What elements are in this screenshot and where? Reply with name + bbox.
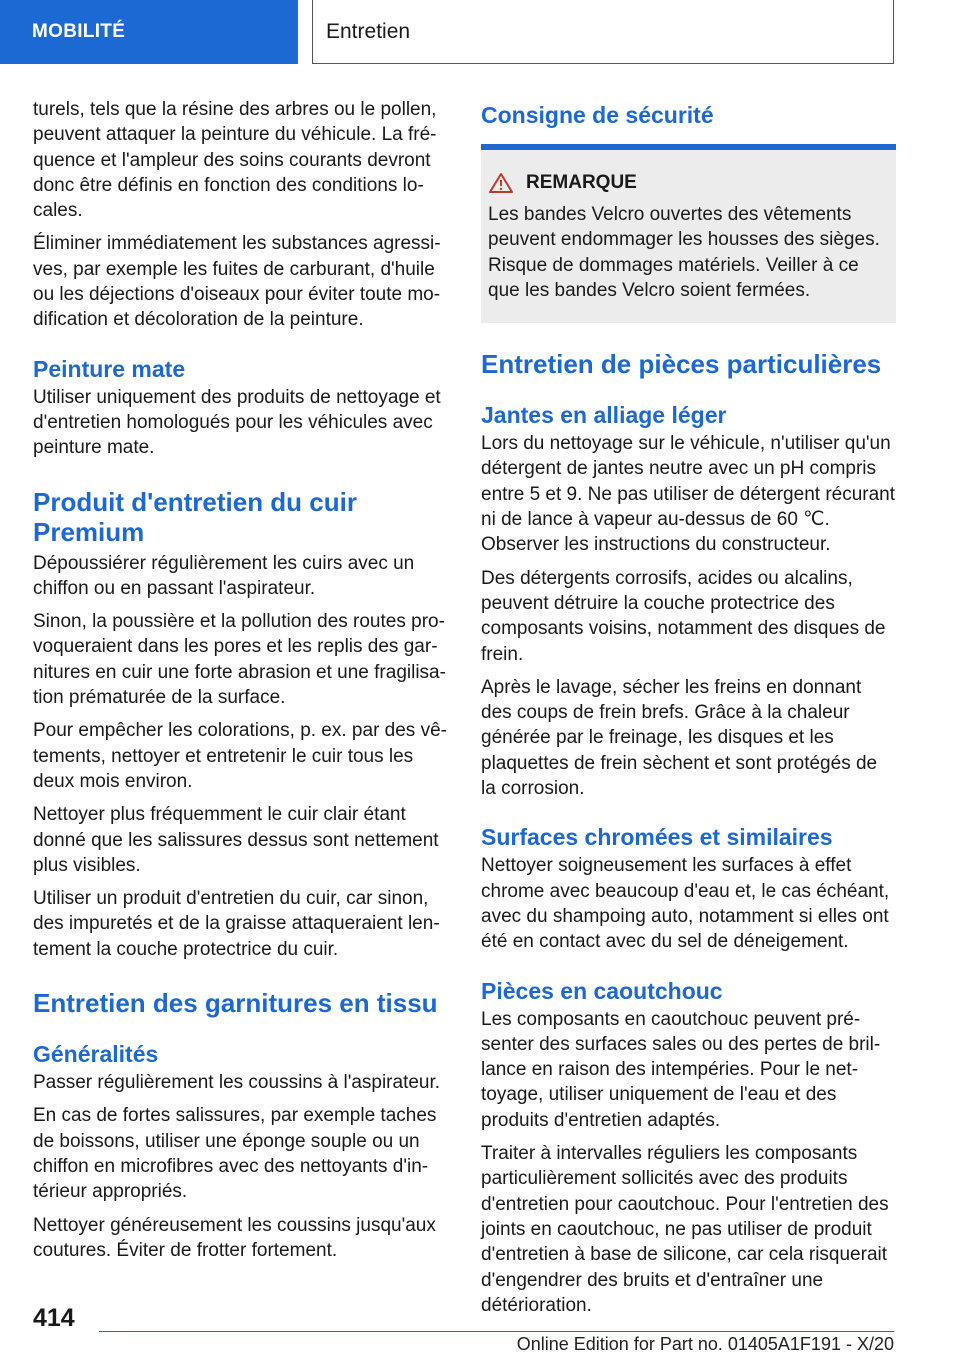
- intro-paragraph-1: turels, tels que la résine des arbres ou le pollen, peuvent attaquer la peinture du véhicule. La fréquence et l'ampleur des soins courants devront donc être définis en fonction des conditions locales.: [33, 99, 437, 222]
- rubber-paragraph-2: Traiter à intervalles réguliers les composants particulièrement sollicités avec des produits d'entretien pour caoutchouc. Pour l'entretien des joints en caoutchouc, ne pas utiliser de produit d'entretien à base de silicone, car cela risquerait d'engendrer des bruits et d'entraîner une détérioration.: [481, 1143, 889, 1316]
- alloy-paragraph-2: Des détergents corrosifs, acides ou alcalins, peuvent détruire la couche protectrice des composants voisins, notamment des disques de frein.: [481, 567, 886, 665]
- fabric-care-heading: Entretien des garnitures en tissu: [33, 988, 438, 1019]
- notice-box: [481, 150, 896, 323]
- alloy-paragraph-3: Après le lavage, sécher les freins en donnant des coups de frein brefs. Grâce à la chaleur générée par le freinage, les disques et les plaquettes de frein sèchent et sont protégés de la corrosion.: [481, 676, 878, 800]
- page-title: Entretien: [312, 0, 894, 64]
- leather-care-heading: Produit d'entretien du cuir Premium: [33, 486, 357, 547]
- left-column: [33, 97, 450, 1271]
- safety-heading: Consigne de sécurité: [481, 102, 714, 128]
- matte-paint-heading: Peinture mate: [33, 355, 186, 382]
- alloy-wheels-heading: Jantes en alliage léger: [481, 402, 727, 429]
- edition-footer: Online Edition for Part no. 01405A1F191 - X/20: [516, 1334, 894, 1354]
- leather-paragraph-1: Dépoussiérer régulièrement les cuirs avec un chiffon ou en passant l'aspirateur.: [33, 552, 415, 599]
- leather-paragraph-5: Utiliser un produit d'entretien du cuir, car sinon, des impuretés et de la graisse attaqueraient lentement la couche protectrice du cuir.: [33, 888, 440, 960]
- page-number: 414: [33, 1304, 75, 1332]
- matte-paint-paragraph: Utiliser uniquement des produits de nettoyage et d'entretien homologués pour les véhicules avec peinture mate.: [33, 386, 441, 459]
- notice-label: REMARQUE: [526, 172, 637, 193]
- rubber-heading: Pièces en caoutchouc: [481, 977, 723, 1004]
- leather-paragraph-2: Sinon, la poussière et la pollution des routes provoqueraient dans les pores et les replis des garnitures en cuir une forte abrasion et une fragilisation prématurée de la surface.: [33, 611, 446, 709]
- chrome-paragraph: Nettoyer soigneusement les surfaces à effet chrome avec beaucoup d'eau et, le cas échéant, avec du shampoing auto, notamment si elles ont été en contact avec du sel de déneigement.: [481, 855, 890, 953]
- general-heading: Généralités: [33, 1041, 159, 1068]
- footer-divider: [99, 1331, 894, 1332]
- general-paragraph-1: Passer régulièrement les coussins à l'aspirateur.: [33, 1072, 441, 1094]
- notice-header: [488, 172, 888, 194]
- leather-paragraph-4: Nettoyer plus fréquemment le cuir clair étant donné que les salissures dessus sont nettement plus visibles.: [33, 804, 439, 876]
- notice-text: Les bandes Velcro ouvertes des vêtements peuvent endommager les housses des sièges. Risque de dommages matériels. Veiller à ce que les bandes Velcro soient fermées.: [488, 204, 880, 301]
- leather-paragraph-3: Pour empêcher les colorations, p. ex. par des vêtements, nettoyer et entretenir le cuir tous les deux mois environ.: [33, 720, 447, 792]
- warning-triangle-icon: [488, 172, 514, 194]
- general-paragraph-2: En cas de fortes salissures, par exemple taches de boissons, utiliser une éponge souple ou un chiffon en microfibres avec des nettoyants d'intérieur appropriés.: [33, 1105, 437, 1203]
- chrome-heading: Surfaces chromées et similaires: [481, 824, 833, 851]
- section-tab: MOBILITÉ: [0, 0, 298, 64]
- parts-care-heading: Entretien de pièces particulières: [481, 349, 882, 380]
- general-paragraph-3: Nettoyer généreusement les coussins jusqu'aux coutures. Éviter de frotter fortement.: [33, 1214, 436, 1261]
- right-column: [481, 100, 896, 1326]
- alloy-paragraph-1: Lors du nettoyage sur le véhicule, n'utiliser qu'un détergent de jantes neutre avec un pH compris entre 5 et 9. Ne pas utiliser de détergent récurant ni de lance à vapeur au-dessus de 60 ℃. Observer les instructions du constructeur.: [481, 433, 896, 556]
- rubber-paragraph-1: Les composants en caoutchouc peuvent présenter des surfaces sales ou des pertes de brillance en raison des intempéries. Pour le nettoyage, utiliser uniquement de l'eau et des produits d'entretien adaptés.: [481, 1008, 881, 1131]
- intro-paragraph-2: Éliminer immédiatement les substances agressives, par exemple les fuites de carburant, d'huile ou les déjections d'oiseaux pour éviter toute modification et décoloration de la peinture.: [33, 233, 441, 331]
